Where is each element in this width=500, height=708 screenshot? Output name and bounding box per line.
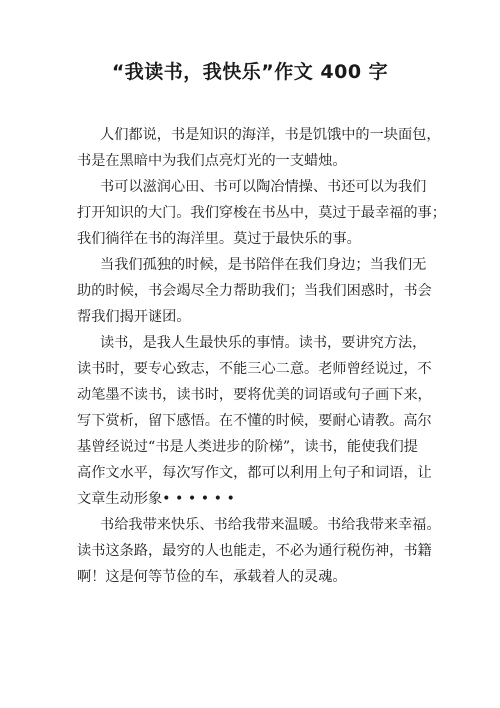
paragraph-line: 打开知识的大门。我们穿梭在书丛中，莫过于最幸福的事； xyxy=(77,205,446,221)
paragraph-line: 读书这条路，最穷的人也能走，不必为通行税伤神，书籍 xyxy=(77,543,432,559)
paragraph-1 xyxy=(77,122,441,174)
essay-title: “我读书，我快乐”作文 400 字 xyxy=(111,61,389,83)
paragraph-line: 书是在黑暗中为我们点亮灯光的一支蜡烛。 xyxy=(77,153,347,169)
paragraph-2 xyxy=(77,174,446,252)
paragraph-5 xyxy=(77,512,441,590)
paragraph-line: 读书时，要专心致志，不能三心二意。老师曾经说过，不 xyxy=(77,361,432,377)
paragraph-line: 助的时候，书会竭尽全力帮助我们；当我们困惑时，书会 xyxy=(77,283,432,299)
paragraph-line: 帮我们揭开谜团。 xyxy=(77,309,191,325)
paragraph-line: 读书，是我人生最快乐的事情。读书，要讲究方法， xyxy=(100,335,427,351)
paragraph-line: 书给我带来快乐、书给我带来温暖。书给我带来幸福。 xyxy=(100,517,441,533)
paragraph-line: 基曾经说过“书是人类进步的阶梯”，读书，能使我们提 xyxy=(77,439,418,455)
paragraph-line: 书可以滋润心田、书可以陶冶情操、书还可以为我们 xyxy=(100,179,427,195)
paragraph-line: 高作文水平，每次写作文，都可以利用上句子和词语，让 xyxy=(77,465,432,481)
paragraph-line: 文章生动形象• • • • • • xyxy=(77,491,235,507)
paragraph-4 xyxy=(77,330,432,512)
paragraph-line: 啊！这是何等节俭的车，承载着人的灵魂。 xyxy=(77,569,347,585)
paragraph-line: 写下赏析，留下感悟。在不懂的时候，要耐心请教。高尔 xyxy=(77,413,432,429)
paragraph-line: 当我们孤独的时候，是书陪伴在我们身边；当我们无 xyxy=(100,257,427,273)
paragraph-line: 我们徜徉在书的海洋里。莫过于最快乐的事。 xyxy=(77,231,361,247)
paragraph-line: 人们都说，书是知识的海洋，书是饥饿中的一块面包， xyxy=(100,127,441,143)
paragraph-line: 动笔墨不读书，读书时，要将优美的词语或句子画下来， xyxy=(77,387,432,403)
paragraph-3 xyxy=(77,252,432,330)
essay-body xyxy=(77,122,446,590)
